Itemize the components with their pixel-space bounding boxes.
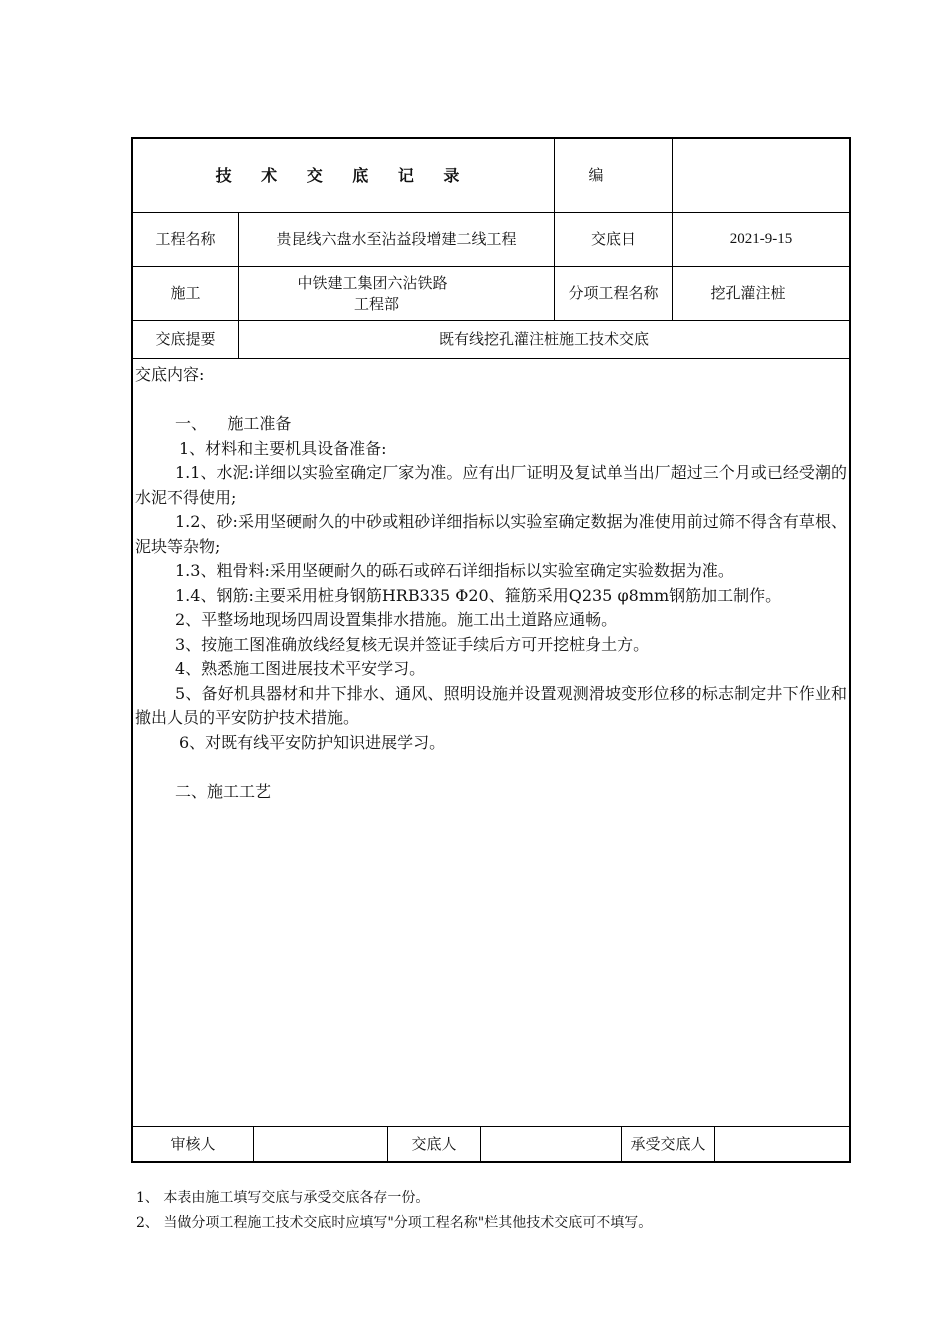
reviewer-field[interactable] bbox=[254, 1127, 387, 1161]
content-heading: 交底内容: bbox=[135, 365, 205, 384]
paragraph: 6、对既有线平安防护知识进展学习。 bbox=[179, 732, 446, 752]
date-value: 2021-9-15 bbox=[729, 231, 793, 247]
code-value bbox=[673, 139, 849, 212]
section-heading: 一、 施工准备 bbox=[175, 414, 292, 433]
construction-unit-line2: 工程部 bbox=[353, 294, 399, 313]
paragraph: 1.3、粗骨料:采用坚硬耐久的砾石或碎石详细指标以实验室确定实验数据为准。 bbox=[175, 561, 734, 580]
subitem-label: 分项工程名称 bbox=[568, 284, 659, 302]
disclosure-content bbox=[135, 363, 847, 804]
paragraph: 1.2、砂:采用坚硬耐久的中砂或粗砂详细指标以实验室确定数据为准使用前过筛不得含有草根、泥块等杂物; bbox=[135, 512, 847, 556]
paragraph: 1.1、水泥:详细以实验室确定厂家为准。应有出厂证明及复试单当出厂超过三个月或已经受潮的水泥不得使用; bbox=[135, 463, 847, 507]
form-title: 技 术 交 底 记 录 bbox=[215, 166, 472, 185]
section-heading: 二、施工工艺 bbox=[175, 781, 272, 801]
paragraph: 3、按施工图准确放线经复核无误并签证手续后方可开挖桩身土方。 bbox=[175, 634, 650, 654]
date-label: 交底日 bbox=[590, 230, 636, 248]
paragraph: 1、材料和主要机具设备准备: bbox=[179, 438, 387, 458]
summary-label: 交底提要 bbox=[155, 330, 216, 348]
project-name: 贵昆线六盘水至沾益段增建二线工程 bbox=[276, 230, 517, 248]
paragraph: 1.4、钢筋:主要采用桩身钢筋HRB335 Φ20、箍筋采用Q235 φ8mm钢筋加工制作。 bbox=[175, 585, 782, 605]
receiver-field[interactable] bbox=[715, 1127, 849, 1161]
paragraph: 5、备好机具器材和井下排水、通风、照明设施并设置观测滑坡变形位移的标志制定井下作业和撤出人员的平安防护技术措施。 bbox=[135, 683, 847, 727]
receiver-label: 承受交底人 bbox=[630, 1134, 706, 1153]
code-label: 编 bbox=[588, 166, 604, 184]
construction-label: 施工 bbox=[170, 284, 201, 302]
form-notes bbox=[136, 1186, 896, 1236]
presenter-field[interactable] bbox=[481, 1127, 621, 1161]
subitem-name: 挖孔灌注桩 bbox=[710, 284, 786, 302]
project-name-label: 工程名称 bbox=[155, 230, 216, 248]
presenter-label: 交底人 bbox=[411, 1134, 457, 1153]
summary-value: 既有线挖孔灌注桩施工技术交底 bbox=[438, 330, 649, 348]
note-item: 1、 本表由施工填写交底与承受交底各存一份。 bbox=[136, 1190, 430, 1206]
note-item: 2、 当做分项工程施工技术交底时应填写"分项工程名称"栏其他技术交底可不填写。 bbox=[136, 1215, 653, 1231]
row-divider bbox=[131, 358, 851, 359]
paragraph: 2、平整场地现场四周设置集排水措施。施工出土道路应通畅。 bbox=[175, 610, 618, 629]
construction-unit bbox=[239, 267, 554, 320]
reviewer-label: 审核人 bbox=[170, 1134, 216, 1153]
construction-unit-line1: 中铁建工集团六沾铁路 bbox=[297, 273, 448, 292]
paragraph: 4、熟悉施工图进展技术平安学习。 bbox=[175, 659, 426, 678]
